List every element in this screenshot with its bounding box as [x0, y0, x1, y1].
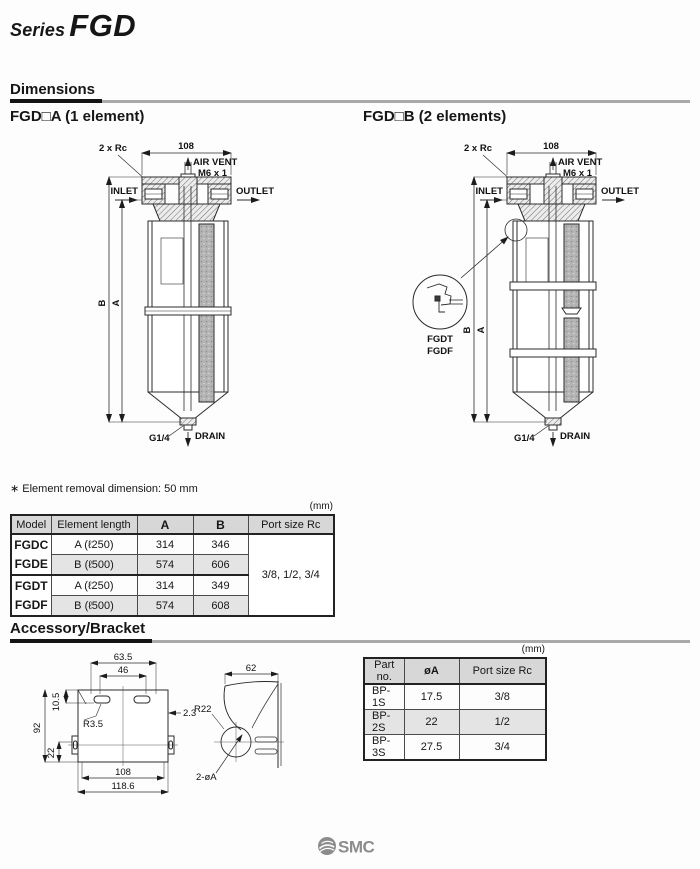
cell-oa: 22: [404, 710, 459, 735]
cell-b: 606: [193, 555, 248, 576]
accessory-rule-accent: [10, 639, 152, 643]
filter-diagram-2-elements: [395, 130, 697, 455]
cell-element-length: A (ℓ250): [51, 534, 137, 555]
bracket-dim-92: 92: [32, 722, 43, 734]
smc-logo: [317, 835, 383, 862]
bracket-table-unit: (mm): [521, 644, 545, 655]
diagram-b-dim-b-label: B: [462, 326, 473, 334]
bracket-drawings: [28, 650, 348, 810]
bracket-table-header-row: [364, 658, 546, 684]
bracket-dim-108: 108: [115, 767, 131, 778]
bracket-thickness-2-3: 2.3: [183, 708, 197, 719]
diagram-b-dim-a-label: A: [476, 326, 487, 334]
diagram-b-vent-thread-label: M6 x 1: [563, 168, 593, 179]
cell-part-no: BP-2S: [364, 710, 404, 735]
diagram-b-airvent-label: AIR VENT: [558, 157, 603, 168]
bracket-dim-63-5: 63.5: [113, 652, 133, 663]
model-fgdc: FGDC: [14, 537, 49, 552]
cell-a: 574: [137, 596, 193, 617]
diagram-b-drain-label: DRAIN: [560, 431, 591, 442]
bracket-holes-2-oa: 2-øA: [196, 772, 217, 783]
cell-b: 349: [193, 575, 248, 596]
cell-port: 1/2: [459, 710, 546, 735]
col-header-port-size-rc: Port size Rc: [459, 658, 546, 684]
cell-a: 314: [137, 575, 193, 596]
cell-a: 314: [137, 534, 193, 555]
cell-b: 346: [193, 534, 248, 555]
diagram-b-drain-thread-label: G1/4: [514, 433, 535, 444]
dimensions-rule-accent: [10, 99, 102, 103]
diagram-a-airvent-label: AIR VENT: [193, 157, 238, 168]
bracket-dim-10-5: 10.5: [51, 692, 62, 712]
bracket-radius-r22: R22: [194, 704, 212, 715]
cell-b: 608: [193, 596, 248, 617]
element-removal-note: ∗ Element removal dimension: 50 mm: [10, 483, 198, 495]
diagram-a-ports-label: 2 x Rc: [99, 143, 127, 154]
series-label: Series: [10, 20, 66, 40]
dimensions-table-block: [10, 501, 333, 617]
smc-logo-text: SMC: [338, 837, 375, 857]
col-header-oa: øA: [404, 658, 459, 684]
dimensions-section-title: Dimensions: [10, 81, 96, 98]
diagram-b-width-dim: 108: [543, 141, 559, 152]
table-row: [11, 534, 334, 555]
dimensions-table: [10, 514, 335, 617]
cell-element-length: A (ℓ250): [51, 575, 137, 596]
diagram-a-dim-b-label: B: [97, 299, 108, 307]
col-header-port-size: Port size Rc: [248, 515, 334, 534]
model-group-1: [11, 534, 51, 575]
model-fgdt: FGDT: [14, 578, 48, 593]
bracket-table-block: [363, 644, 545, 761]
diagram-a-dim-a-label: A: [111, 299, 122, 307]
diagram-a-outlet-label: OUTLET: [236, 186, 274, 197]
diagram-b-detail-model-bottom: FGDF: [427, 346, 453, 357]
cell-port: 3/8: [459, 684, 546, 710]
cell-oa: 17.5: [404, 684, 459, 710]
cell-element-length: B (ℓ500): [51, 596, 137, 617]
diagram-a-title: FGD□A (1 element): [10, 108, 145, 125]
col-header-element-length: Element length: [51, 515, 137, 534]
cell-part-no: BP-3S: [364, 735, 404, 761]
table-row: [364, 710, 546, 735]
table-row: [364, 735, 546, 761]
accessory-rule: [10, 640, 690, 643]
series-name: FGD: [69, 8, 137, 43]
diagram-b-title: FGD□B (2 elements): [363, 108, 507, 125]
table-row: [364, 684, 546, 710]
diagram-b-ports-label: 2 x Rc: [464, 143, 492, 154]
cell-part-no: BP-1S: [364, 684, 404, 710]
cell-port-size: 3/8, 1/2, 3/4: [248, 534, 334, 616]
dimensions-table-header-row: [11, 515, 334, 534]
col-header-part-no: Part no.: [364, 658, 404, 684]
bracket-dim-62: 62: [245, 663, 257, 674]
model-fgde: FGDE: [14, 557, 48, 572]
smc-logo-icon: [317, 835, 383, 857]
page-title: [10, 8, 136, 44]
cell-oa: 27.5: [404, 735, 459, 761]
diagram-b-detail-model-top: FGDT: [427, 334, 453, 345]
col-header-a: A: [137, 515, 193, 534]
cell-element-length: B (ℓ500): [51, 555, 137, 576]
diagram-a-drain-label: DRAIN: [195, 431, 226, 442]
diagram-b-inlet-label: INLET: [475, 186, 503, 197]
bracket-dim-46: 46: [117, 665, 129, 676]
diagram-a-drain-thread-label: G1/4: [149, 433, 170, 444]
bracket-table: [363, 657, 547, 761]
cell-a: 574: [137, 555, 193, 576]
accessory-section-title: Accessory/Bracket: [10, 620, 146, 637]
diagram-a-width-dim: 108: [178, 141, 194, 152]
dimensions-table-unit: (mm): [309, 501, 333, 512]
cell-port: 3/4: [459, 735, 546, 761]
bracket-dim-22: 22: [46, 747, 57, 759]
model-fgdf: FGDF: [14, 598, 48, 613]
bracket-dim-118-6: 118.6: [111, 781, 135, 792]
diagram-b-outlet-label: OUTLET: [601, 186, 639, 197]
dimensions-rule: [10, 100, 690, 103]
diagram-a-inlet-label: INLET: [110, 186, 138, 197]
model-group-2: [11, 575, 51, 616]
col-header-b: B: [193, 515, 248, 534]
bracket-radius-r3-5: R3.5: [83, 719, 104, 730]
col-header-model: Model: [11, 515, 51, 534]
filter-diagram-1-element: [85, 130, 335, 455]
diagram-a-vent-thread-label: M6 x 1: [198, 168, 228, 179]
